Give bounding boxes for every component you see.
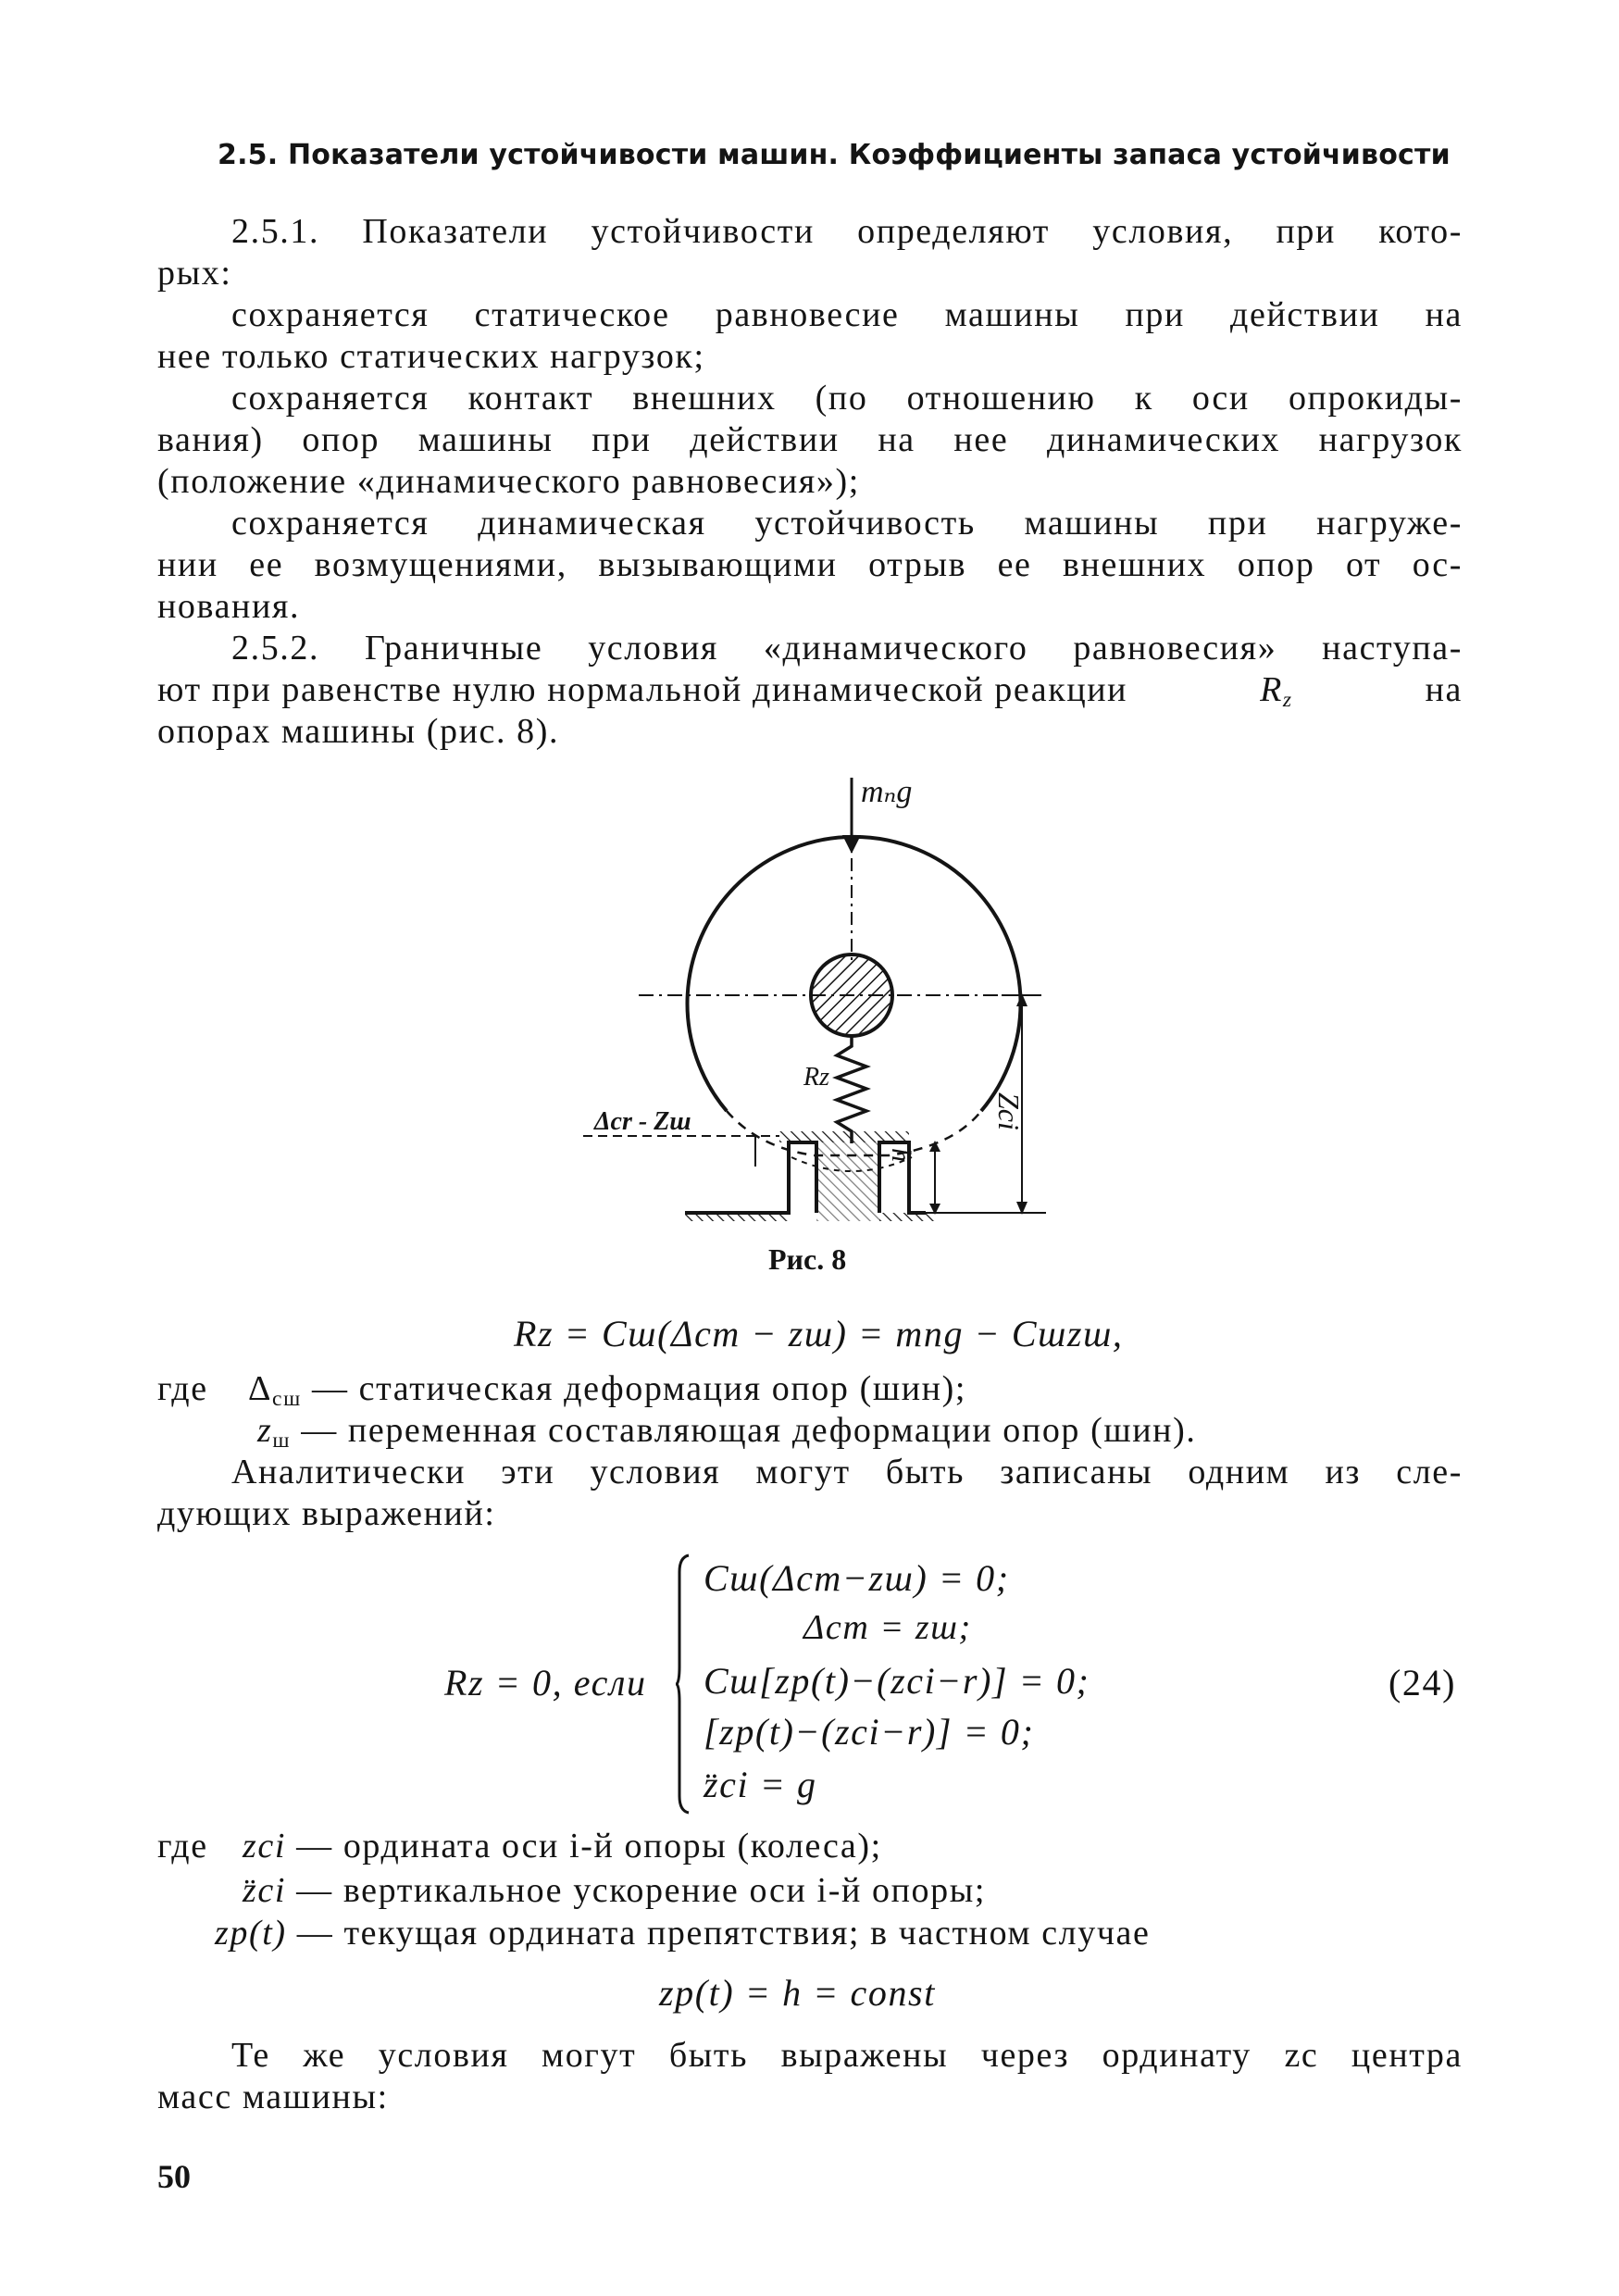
equation-number: (24)	[1389, 1662, 1457, 1703]
paragraph-line: масс машины:	[157, 2078, 389, 2116]
paragraph-line: сохраняется динамическая устойчивость машины при нагруже-	[231, 504, 1463, 543]
definition-line: $\Delta_{сш}$ — статическая деформация опор (шин);	[248, 1369, 966, 1411]
where-label: где	[157, 1827, 208, 1866]
reaction-symbol: $R_z$	[1260, 670, 1293, 712]
figure-label-h: h	[886, 1148, 916, 1162]
definition-line: $z_ш$ — переменная составляющая деформации опор (шин).	[257, 1411, 1197, 1453]
system-line: [zр(t)−(zci−r)] = 0;	[704, 1711, 1035, 1753]
system-line: Δст = zш;	[803, 1608, 972, 1647]
figure-label-zci: Zci	[992, 1092, 1026, 1130]
paragraph-line: 2.5.1. Показатели устойчивости определяют условия, при кото-	[231, 212, 1463, 251]
figure-label-reaction: Rz	[803, 1063, 829, 1092]
figure-label-deflection: Δcr - Zш	[594, 1107, 691, 1136]
paragraph-line: рых:	[157, 254, 232, 293]
definition-line: zр(t) — текущая ордината препятствия; в частном случае	[215, 1914, 1151, 1953]
paragraph-line: нее только статических нагрузок;	[157, 337, 705, 376]
paragraph-line	[157, 669, 1463, 711]
paragraph-line: Аналитически эти условия могут быть записаны одним из сле-	[231, 1453, 1463, 1491]
paragraph-line: опорах машины (рис. 8).	[157, 712, 560, 751]
paragraph-line: дующих выражений:	[157, 1494, 496, 1533]
paragraph-line: нования.	[157, 587, 301, 626]
definition-line: zci — ордината оси i-й опоры (колеса);	[243, 1827, 882, 1866]
paragraph-text: на	[1425, 670, 1463, 709]
system-brace	[676, 1554, 691, 1815]
figure-wheel-diagram	[574, 768, 1092, 1250]
page-number: 50	[157, 2158, 191, 2195]
section-heading: 2.5. Показатели устойчивости машин. Коэффициенты запаса устойчивости	[218, 139, 1451, 171]
paragraph-line: 2.5.2. Граничные условия «динамического равновесия» наступа-	[231, 629, 1463, 668]
paragraph-line: вания) опор машины при действии на нее динамических нагрузок	[157, 420, 1463, 459]
figure-caption: Рис. 8	[768, 1242, 847, 1276]
paragraph-line: сохраняется статическое равновесие машины при действии на	[231, 295, 1463, 334]
system-line: z̈ci = g	[704, 1764, 817, 1805]
definition-line: z̈ci — вертикальное ускорение оси i-й опоры;	[243, 1871, 987, 1910]
paragraph-line: нии ее возмущениями, вызывающими отрыв ее внешних опор от ос-	[157, 545, 1463, 584]
paragraph-line: сохраняется контакт внешних (по отношению к оси опрокиды-	[231, 379, 1463, 418]
system-line: Cш[zр(t)−(zci−r)] = 0;	[704, 1660, 1090, 1702]
figure-label-load: mₙg	[861, 775, 913, 809]
paragraph-line: Те же условия могут быть выражены через ординату zс центра	[231, 2036, 1463, 2075]
system-lhs: Rz = 0, если	[444, 1662, 647, 1703]
equation-reaction: Rz = Cш(Δст − zш) = mпg − Cшzш,	[514, 1313, 1124, 1354]
equation-obstacle: zр(t) = h = const	[659, 1972, 936, 2014]
paragraph-line: (положение «динамического равновесия»);	[157, 462, 860, 501]
where-label: где	[157, 1369, 208, 1408]
paragraph-text: ют при равенстве нулю нормальной динамической реакции	[157, 670, 1128, 709]
system-line: Cш(Δст−zш) = 0;	[704, 1557, 1010, 1599]
